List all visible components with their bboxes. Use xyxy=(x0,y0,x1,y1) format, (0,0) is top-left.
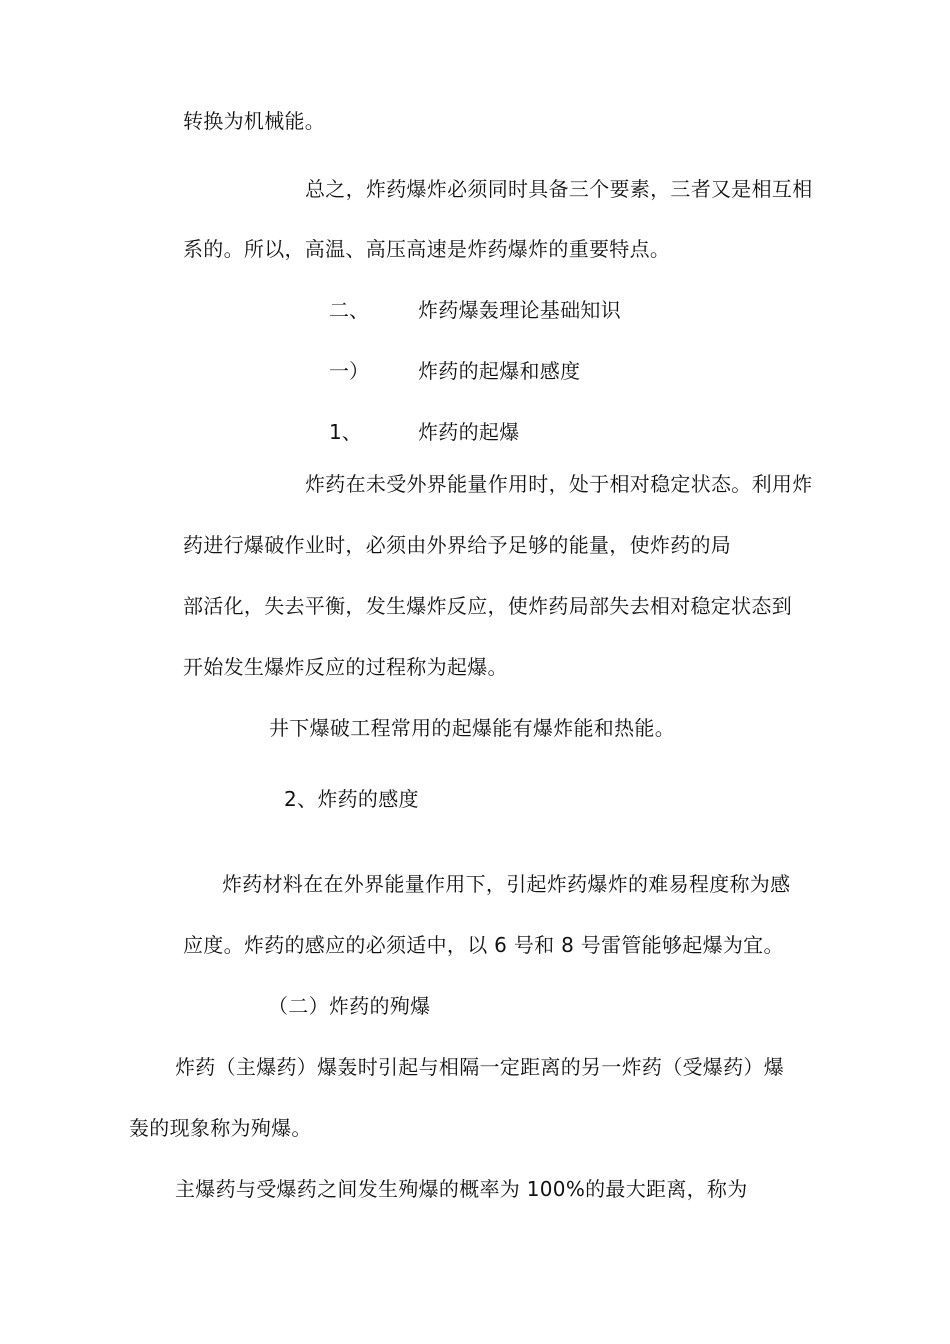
paragraph-line: 炸药（主爆药）爆轰时引起与相隔一定距离的另一炸药（受爆药）爆 xyxy=(175,1055,784,1079)
paragraph-line: 轰的现象称为殉爆。 xyxy=(129,1116,312,1140)
paragraph-line: 药进行爆破作业时，必须由外界给予足够的能量，使炸药的局 xyxy=(183,533,732,557)
paragraph-line: 转换为机械能。 xyxy=(183,109,326,133)
section-heading-number: 二、 xyxy=(329,298,369,322)
subsection-heading: （二）炸药的殉爆 xyxy=(268,994,431,1018)
paragraph-line: 系的。所以，高温、高压高速是炸药爆炸的重要特点。 xyxy=(183,237,671,261)
item-heading-number: 1、 xyxy=(329,420,362,444)
section-heading: 炸药爆轰理论基础知识 xyxy=(418,298,621,322)
paragraph-line: 主爆药与受爆药之间发生殉爆的概率为 100%的最大距离，称为 xyxy=(175,1177,748,1201)
item-heading: 2、炸药的感度 xyxy=(284,787,419,811)
paragraph-line: 部活化，失去平衡，发生爆炸反应，使炸药局部失去相对稳定状态到 xyxy=(183,594,792,618)
paragraph-line: 总之，炸药爆炸必须同时具备三个要素，三者又是相互相 xyxy=(305,177,813,201)
paragraph-line: 炸药在未受外界能量作用时，处于相对稳定状态。利用炸 xyxy=(305,472,813,496)
paragraph-line: 应度。炸药的感应的必须适中，以 6 号和 8 号雷管能够起爆为宜。 xyxy=(183,933,784,957)
subsection-heading: 炸药的起爆和感度 xyxy=(418,359,581,383)
paragraph-line: 炸药材料在在外界能量作用下，引起炸药爆炸的难易程度称为感 xyxy=(222,872,791,896)
subsection-heading-number: 一） xyxy=(329,359,369,383)
paragraph-line: 井下爆破工程常用的起爆能有爆炸能和热能。 xyxy=(269,716,675,740)
paragraph-line: 开始发生爆炸反应的过程称为起爆。 xyxy=(183,655,508,679)
item-heading: 炸药的起爆 xyxy=(418,420,520,444)
